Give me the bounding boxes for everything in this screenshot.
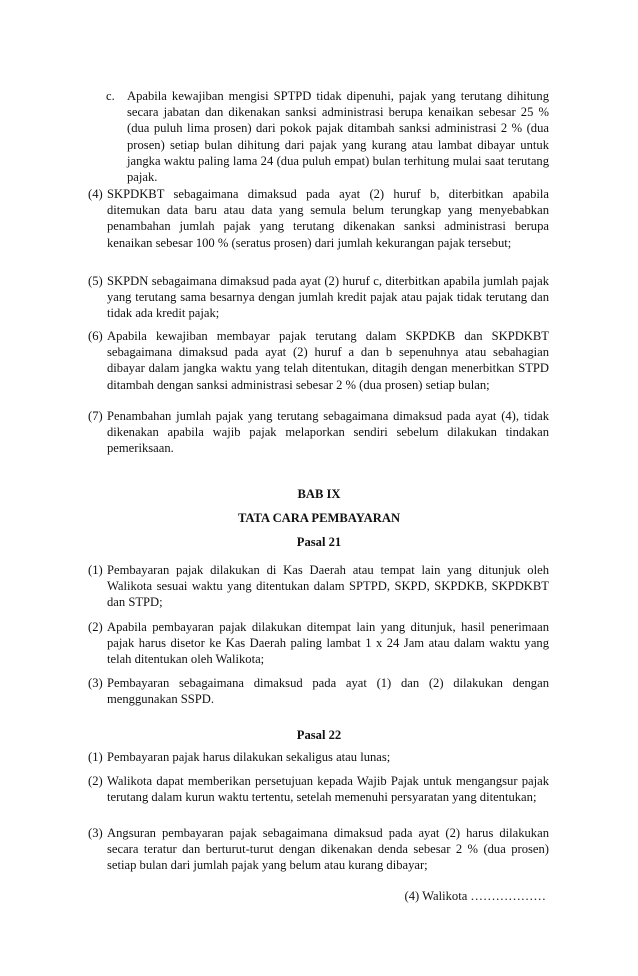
paragraph-5 (88, 273, 549, 322)
paragraph-label: (2) (88, 620, 103, 634)
chapter-subtitle: TATA CARA PEMBAYARAN (237, 511, 401, 525)
article-22-title: Pasal 22 (296, 728, 342, 742)
paragraph-7 (88, 408, 549, 457)
paragraph-label: (1) (88, 563, 103, 577)
item-text: Apabila kewajiban mengisi SPTPD tidak dipenuhi, pajak yang terutang dihitung secara jabatan dan dikenakan sanksi administrasi berupa kenaikan sebesar 25 % (dua puluh lima prosen) dari pokok pajak ditambah sanksi administrasi 2 % (dua prosen) setiap bulan dihitung dari pajak yang kurang atau lambat dibayar untuk jangka waktu paling lama 24 (dua puluh empat) bulan terhitung mulai saat terutang pajak. (127, 89, 549, 185)
article-21-paragraph-2 (88, 619, 549, 668)
chapter-title: BAB IX (297, 487, 341, 501)
paragraph-text: Penambahan jumlah pajak yang terutang sebagaimana dimaksud pada ayat (4), tidak dikenakan apabila wajib pajak melaporkan sendiri sebelum dilakukan tindakan pemeriksaan. (107, 409, 549, 456)
article-21-paragraph-3 (88, 675, 549, 707)
paragraph-label: (2) (88, 774, 103, 788)
article-21-paragraph-1 (88, 562, 549, 611)
page-continuation: (4) Walikota ……………… (404, 889, 546, 903)
paragraph-text: SKPDN sebagaimana dimaksud pada ayat (2) huruf c, diterbitkan apabila jumlah pajak yang terutang sama besarnya dengan jumlah kredit pajak atau pajak tidak terutang dan tidak ada kredit pajak; (107, 274, 549, 321)
paragraph-text: Pembayaran sebagaimana dimaksud pada ayat (1) dan (2) dilakukan dengan menggunakan SSPD. (107, 676, 549, 707)
article-21-title: Pasal 21 (296, 535, 342, 549)
paragraph-text: Pembayaran pajak harus dilakukan sekaligus atau lunas; (107, 750, 391, 764)
item-c (106, 88, 549, 185)
paragraph-label: (4) (88, 187, 103, 201)
article-22-paragraph-1 (88, 749, 549, 765)
paragraph-4 (88, 186, 549, 251)
paragraph-text: Walikota dapat memberikan persetujuan kepada Wajib Pajak untuk mengangsur pajak terutang dalam kurun waktu tertentu, setelah memenuhi persyaratan yang ditentukan; (107, 774, 549, 805)
paragraph-text: Apabila kewajiban membayar pajak terutang dalam SKPDKB dan SKPDKBT sebagaimana dimaksud pada ayat (2) huruf a dan b sepenuhnya atau sebahagian dibayar dalam jangka waktu yang telah ditentukan, ditagih dengan menerbitkan STPD ditambah dengan sanksi administrasi sebesar 2 % (dua prosen) setiap bulan; (107, 329, 549, 392)
paragraph-text: Apabila pembayaran pajak dilakukan ditempat lain yang ditunjuk, hasil penerimaan pajak harus disetor ke Kas Daerah paling lambat 1 x 24 Jam atau dalam waktu yang telah ditentukan oleh Walikota; (107, 620, 549, 667)
paragraph-label: (1) (88, 750, 103, 764)
paragraph-label: (6) (88, 329, 103, 343)
paragraph-label: (3) (88, 826, 103, 840)
paragraph-label: (3) (88, 676, 103, 690)
paragraph-text: Pembayaran pajak dilakukan di Kas Daerah atau tempat lain yang ditunjuk oleh Walikota sesuai waktu yang ditentukan dalam SPTPD, SKPD, SKPDKB, SKPDKBT dan STPD; (107, 563, 549, 610)
item-label: c. (106, 89, 115, 103)
article-22-paragraph-2 (88, 773, 549, 805)
paragraph-text: SKPDKBT sebagaimana dimaksud pada ayat (2) huruf b, diterbitkan apabila ditemukan data baru atau data yang semula belum terungkap yang menyebabkan penambahan jumlah pajak yang terutang dikenakan sanksi administrasi berupa kenaikan sebesar 100 % (seratus prosen) dari jumlah kekurangan pajak tersebut; (107, 187, 549, 250)
paragraph-6 (88, 328, 549, 393)
paragraph-label: (7) (88, 409, 103, 423)
article-22-paragraph-3 (88, 825, 549, 874)
paragraph-text: Angsuran pembayaran pajak sebagaimana dimaksud pada ayat (2) harus dilakukan secara teratur dan berturut-turut dengan dikenakan denda sebesar 2 % (dua prosen) setiap bulan dari jumlah pajak yang belum atau kurang dibayar; (107, 826, 549, 873)
paragraph-label: (5) (88, 274, 103, 288)
